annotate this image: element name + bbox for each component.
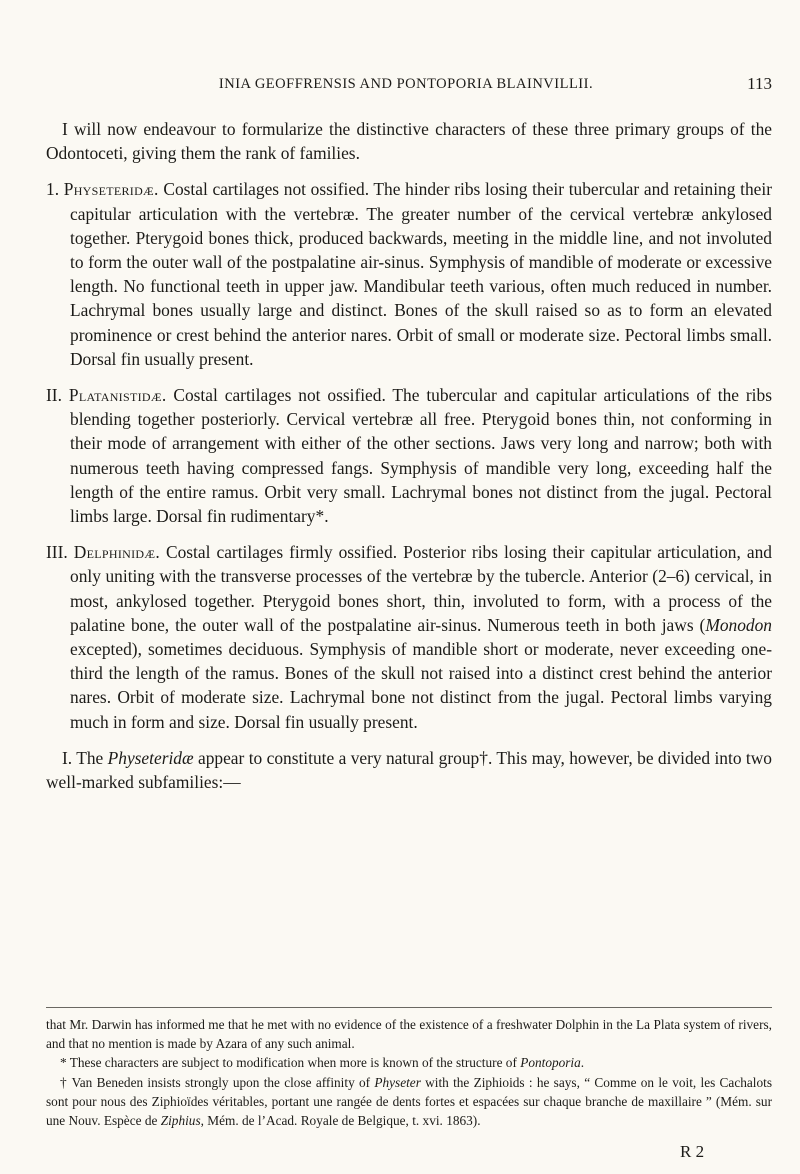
family-characters: Costal cartilages not ossified. The tubercular and capitular articulations of the ribs blending together posteriorly. Cervical vertebræ all free. Pterygoid bones thin, not conforming in their mode of arrangement with either of the other sections. Jaws very long and narrow; both with numerous teeth having compressed fangs. Symphysis of mandible very long, exceeding half the length of the entire ramus. Orbit very small. Lachrymal bones not distinct from the jugal. Pectoral limbs large. Dorsal fin rudimentary*. [70,385,772,527]
genus-pontoporia: Pontoporia [520,1055,581,1071]
footnote-star-text: * These characters are subject to modification when more is known of the structure of [60,1055,521,1071]
family-numeral: II. [46,385,62,406]
taxon-physeteridae: Physeteridæ [107,747,194,768]
genus-monodon: Monodon [705,614,772,635]
footnotes [46,1015,772,1130]
family-name: Delphinidæ. [73,542,160,563]
intro-paragraph: I will now endeavour to formularize the distinctive characters of these three primary groups of the Odontoceti, giving them the rank of families. [46,119,772,164]
signature-mark: R 2 [680,1142,705,1161]
footnote-rule [46,1007,772,1008]
family-characters: Costal cartilages not ossified. The hinder ribs losing their tubercular and retaining their capitular articulation with the vertebræ. The greater number of the cervical vertebræ ankylosed together. Pterygoid bones thick, produced backwards, meeting in the middle line, and not involuted to form the outer wall of the postpalatine air-sinus. Symphysis of mandible of moderate or excessive length. No functional teeth in upper jaw. Mandibular teeth various, often much reduced in number. Lachrymal bones usually large and distinct. Bones of the skull raised so as to form an elevated prominence or crest behind the anterior nares. Orbit of small or moderate size. Pectoral limbs small. Dorsal fin usually present. [70,179,772,369]
footnote-star [46,1053,772,1072]
footnote-dagger-quote: with the Ziphioids : he says, “ Comme on le voit, les Cachalots sont pour nous des Ziphioïdes véritables, portant une rangée de dents fortes et espacées sur chaque branche de maxillaire ” (Mém. sur une Nouv. Espèce de [46,1074,772,1129]
footnote-dagger [46,1073,772,1131]
footnote-dagger-end: , Mém. de l’Acad. Royale de Belgique, t. xvi. 1863). [200,1113,481,1129]
footnote-star-end: . [580,1055,585,1071]
family-physeteridae [46,177,772,371]
page-number: 113 [747,74,772,93]
family-numeral: 1. [46,179,60,200]
subfamilies-rest: appear to constitute a very natural group†. This may, however, be divided into two well-marked subfamilies:— [46,747,772,793]
running-header [40,72,772,96]
footnote-continued: that Mr. Darwin has informed me that he met with no evidence of the existence of a freshwater Dolphin in the La Plata system of rivers, and that no mention is made by Azara of any such animal. [46,1017,772,1052]
family-name: Platanistidæ. [68,385,167,406]
genus-ziphius: Ziphius [160,1113,201,1129]
genus-physeter: Physeter [374,1074,421,1090]
running-title: INIA GEOFFRENSIS AND PONTOPORIA BLAINVILLII. [218,76,594,92]
family-platanistidae [46,383,772,528]
family-characters-cont: excepted), sometimes deciduous. Symphysis of mandible short or moderate, never exceeding one-third the length of the ramus. Bones of the skull not raised into a distinct crest behind the anterior nares. Orbit of moderate size. Lachrymal bone not distinct from the jugal. Pectoral limbs varying much in form and size. Dorsal fin usually present. [70,639,772,732]
footnote-dagger-text: † Van Beneden insists strongly upon the close affinity of [60,1074,375,1090]
family-characters: Costal cartilages firmly ossified. Posterior ribs losing their capitular articulation, and only uniting with the transverse processes of the vertebræ by the tubercle. Anterior (2–6) cervical, in most, ankylosed together. Pterygoid bones short, thin, involuted to form, with a process of the palatine bone, the outer wall of the postpalatine air-sinus. Numerous teeth in both jaws ( [70,542,772,635]
family-delphinidae [46,540,772,734]
main-text [46,117,772,806]
subfamilies-lead: I. The [62,747,108,768]
family-name: Physeteridæ. [63,179,159,200]
subfamilies-paragraph [46,746,772,794]
family-numeral: III. [46,542,68,563]
